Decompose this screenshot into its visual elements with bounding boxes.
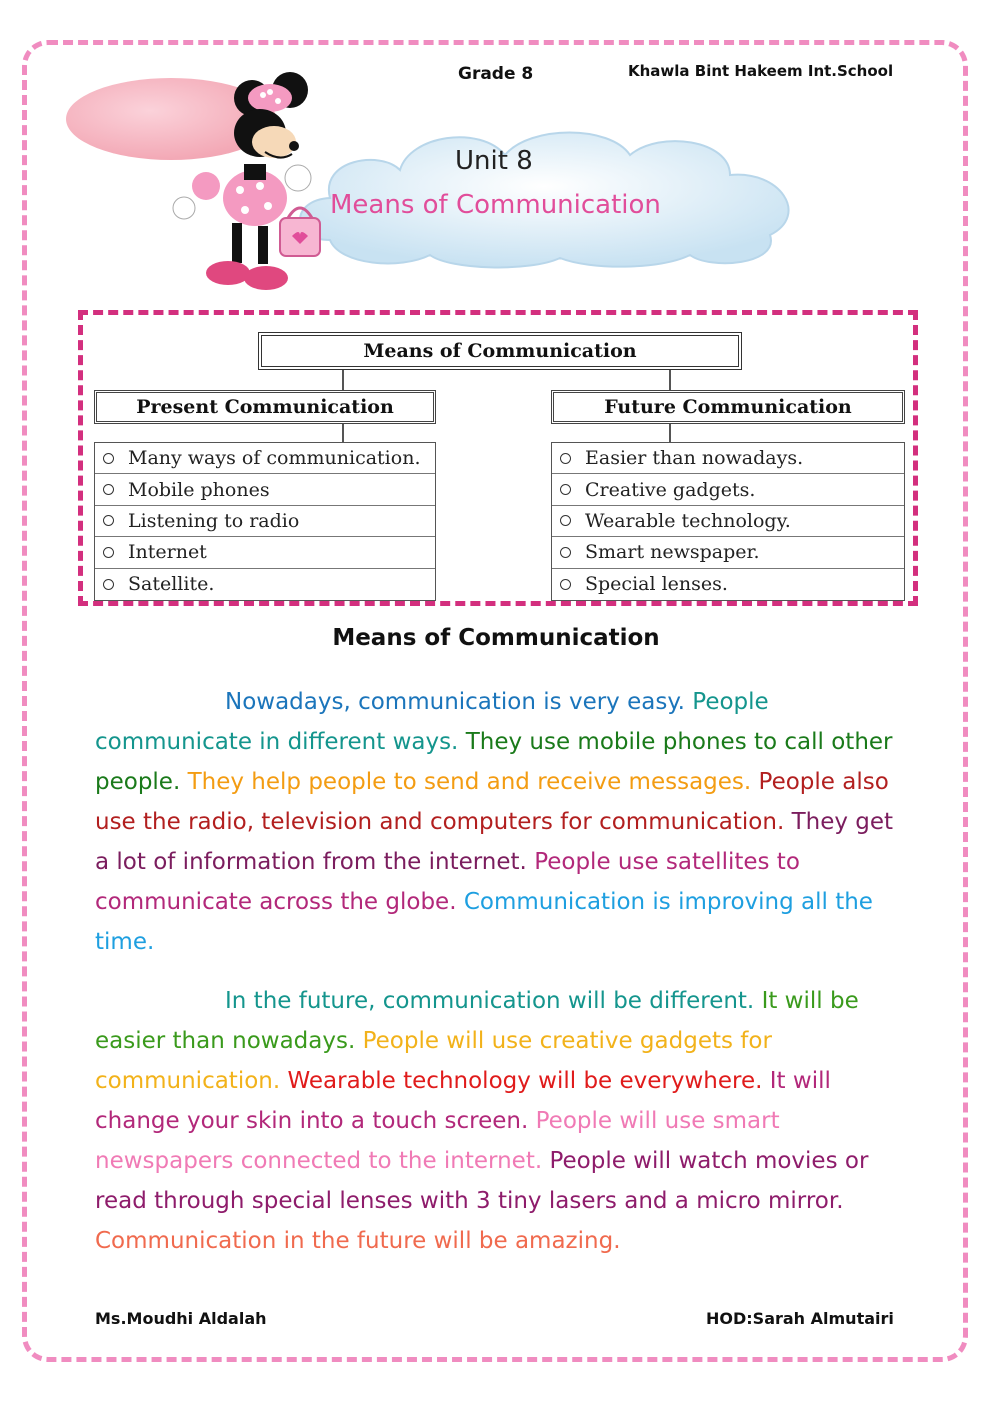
sentence: They use mobile phones to call other people. (95, 729, 893, 795)
sentence: People communicate in different ways. (95, 689, 769, 755)
list-item: Special lenses. (552, 569, 904, 600)
bullet-icon (103, 484, 114, 495)
future-list (551, 442, 905, 601)
minnie-mouse-illustration (170, 68, 340, 298)
sentence: In the future, communication will be different. (225, 988, 762, 1014)
connector-title-left (342, 370, 344, 390)
bullet-icon (560, 484, 571, 495)
sentence: People will watch movies or read through special lenses with 3 tiny lasers and a micro mirror. (95, 1148, 869, 1214)
bullet-icon (103, 453, 114, 464)
bullet-icon (560, 515, 571, 526)
list-item: Smart newspaper. (552, 537, 904, 568)
bullet-icon (560, 453, 571, 464)
connector-present-list (342, 424, 344, 442)
connector-future-list (669, 424, 671, 442)
sentence: Wearable technology will be everywhere. (287, 1068, 770, 1094)
list-item: Satellite. (95, 569, 435, 600)
passage-title: Means of Communication (332, 625, 660, 651)
future-heading: Future Communication (551, 390, 905, 424)
bullet-icon (560, 547, 571, 558)
unit-subtitle: Means of Communication (330, 190, 661, 220)
sentence: They help people to send and receive messages. (187, 769, 759, 795)
list-item: Creative gadgets. (552, 474, 904, 505)
bullet-icon (103, 547, 114, 558)
bullet-icon (103, 579, 114, 590)
sentence: People will use creative gadgets for communication. (95, 1028, 772, 1094)
teacher-name: Ms.Moudhi Aldalah (95, 1309, 267, 1328)
diagram-title: Means of Communication (258, 332, 742, 370)
school-name: Khawla Bint Hakeem Int.School (628, 62, 894, 80)
hod-name: HOD:Sarah Almutairi (706, 1309, 894, 1328)
sentence: Communication in the future will be amazing. (95, 1228, 621, 1254)
sentence: It will change your skin into a touch screen. (95, 1068, 831, 1134)
list-item: Easier than nowadays. (552, 443, 904, 474)
sentence: People will use smart newspapers connected to the internet. (95, 1108, 780, 1174)
list-item: Many ways of communication. (95, 443, 435, 474)
grade-label: Grade 8 (458, 64, 534, 84)
sentence: People use satellites to communicate across the globe. (95, 849, 800, 915)
sentence: People also use the radio, television and computers for communication. (95, 769, 889, 835)
unit-title: Unit 8 (455, 146, 533, 176)
connector-title-right (669, 370, 671, 390)
list-item: Internet (95, 537, 435, 568)
present-heading: Present Communication (94, 390, 436, 424)
sentence: Communication is improving all the time. (95, 889, 873, 955)
bullet-icon (560, 579, 571, 590)
paragraph-present (95, 682, 905, 962)
bullet-icon (103, 515, 114, 526)
paragraph-future (95, 981, 905, 1261)
list-item: Listening to radio (95, 506, 435, 537)
list-item: Mobile phones (95, 474, 435, 505)
sentence: It will be easier than nowadays. (95, 988, 859, 1054)
sentence: Nowadays, communication is very easy. (225, 689, 693, 715)
list-item: Wearable technology. (552, 506, 904, 537)
present-list (94, 442, 436, 601)
sentence: They get a lot of information from the internet. (95, 809, 894, 875)
